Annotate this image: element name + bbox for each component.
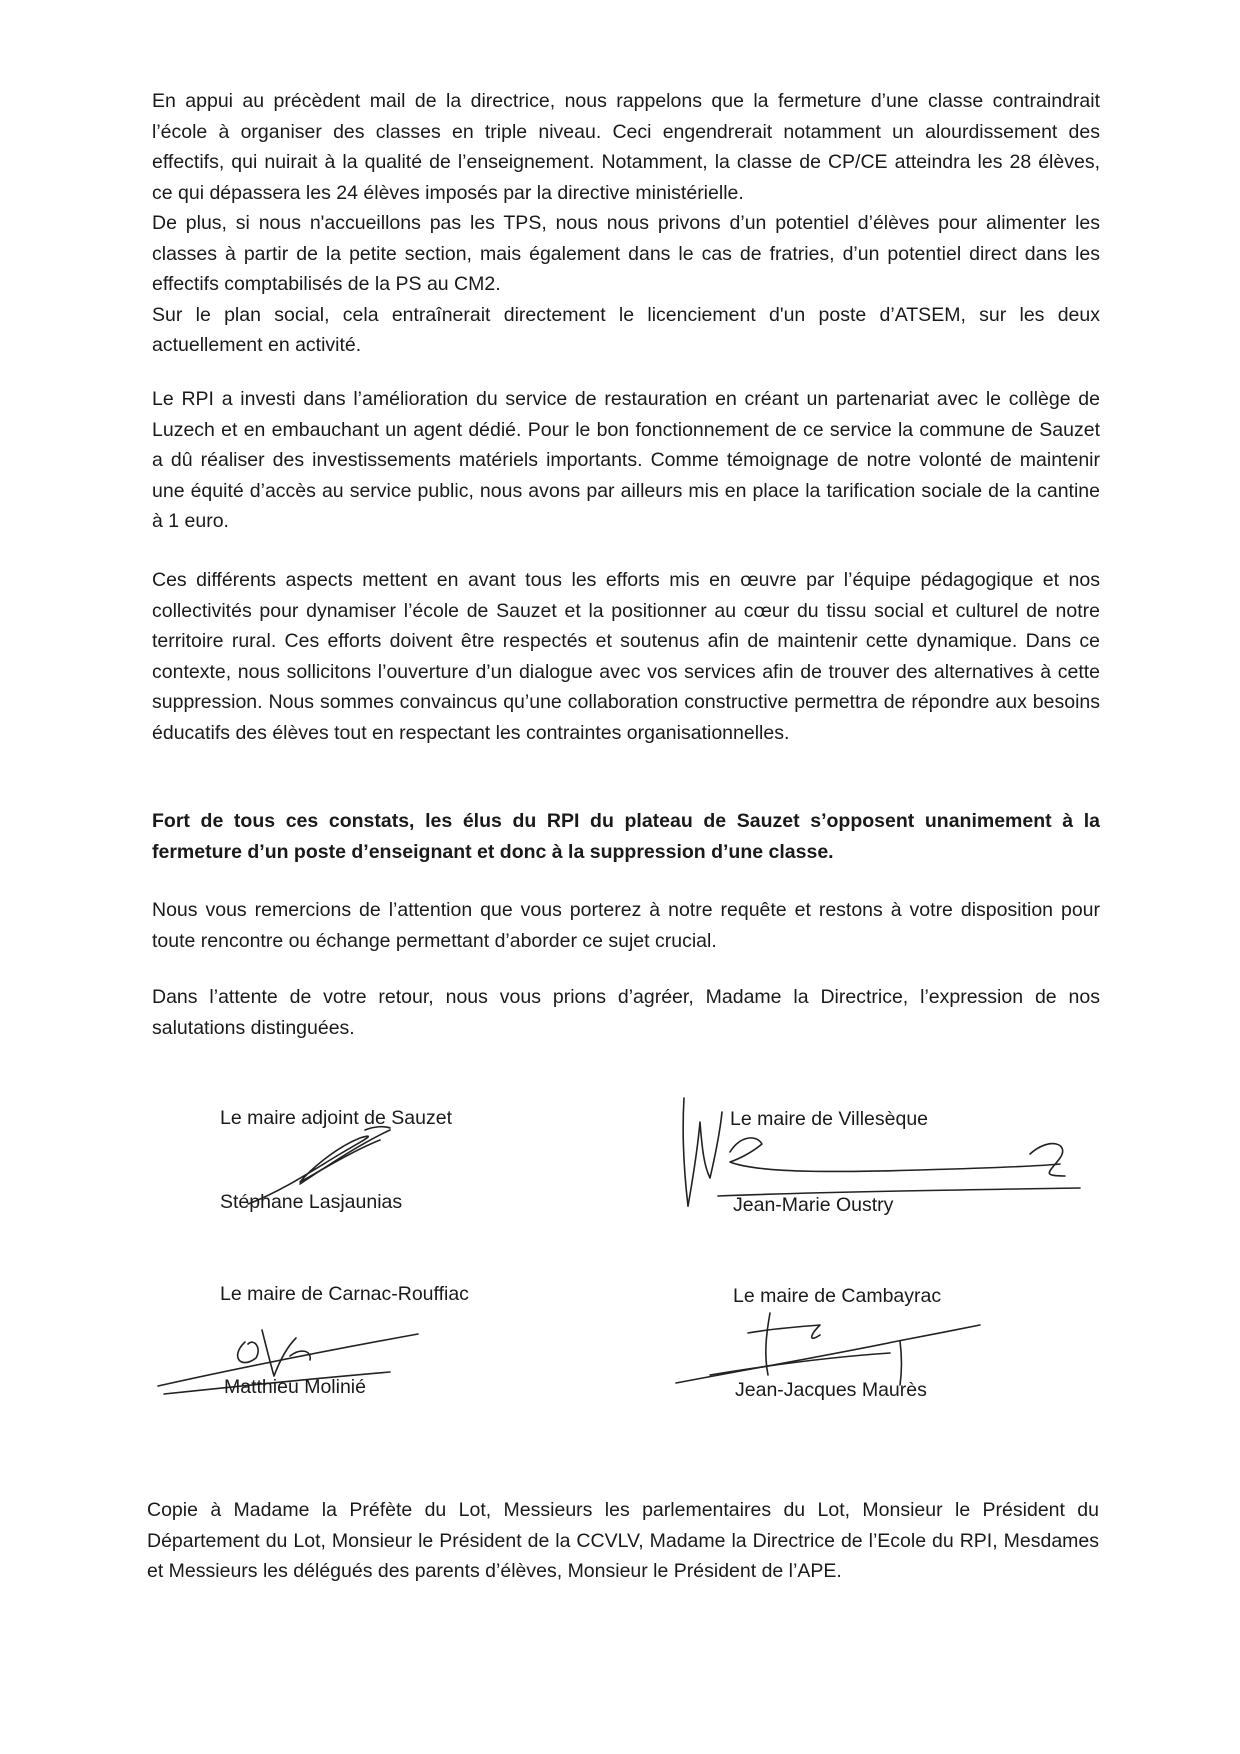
paragraph-7: Nous vous remercions de l’attention que vous porterez à notre requête et restons à votre disposition pour toute rencontre ou échange permettant d’aborder ce sujet crucial.	[152, 899, 1100, 952]
paragraph-5: Ces différents aspects mettent en avant tous les efforts mis en œuvre par l’équipe pédagogique et nos collectivités pour dynamiser l’école de Sauzet et la positionner au cœur du tissu social et culturel de notre territoire rural. Ces efforts doivent être respectés et soutenus afin de maintenir cette dynamique. Dans ce contexte, nous sollicitons l’ouverture d’un dialogue avec vos services afin de trouver des alternatives à cette suppression. Nous sommes convaincus qu’une collaboration constructive permettra de répondre aux besoins éducatifs des élèves tout en respectant les contraintes organisationnelles.	[152, 569, 1100, 744]
paragraph-4: Le RPI a investi dans l’amélioration du service de restauration en créant un partenariat avec le collège de Luzech et en embauchant un agent dédié. Pour le bon fonctionnement de ce service la commune de Sauzet a dû réaliser des investissements matériels importants. Comme témoignage de notre volonté de maintenir une équité d’accès au service public, nous avons par ailleurs mis en place la tarification sociale de la cantine à 1 euro.	[152, 388, 1100, 532]
paragraph-1: En appui au précèdent mail de la directrice, nous rappelons que la fermeture d’une classe contraindrait l’école à organiser des classes en triple niveau. Ceci engendrerait notamment un alourdissement des effectifs, qui nuirait à la qualité de l’enseignement. Notamment, la classe de CP/CE atteindra les 28 élèves, ce qui dépassera les 24 élèves imposés par la directive ministérielle.	[152, 90, 1100, 204]
signature-name-villeseque: Jean-Marie Oustry	[733, 1194, 894, 1216]
paragraph-6-opposition: Fort de tous ces constats, les élus du RPI du plateau de Sauzet s’opposent unanimement à la fermeture d’un poste d’enseignant et donc à la suppression d’une classe.	[152, 810, 1100, 863]
paragraph-8-block	[152, 982, 1100, 1043]
signature-name-carnac-rouffiac: Matthieu Molinié	[224, 1376, 366, 1398]
copy-note: Copie à Madame la Préfète du Lot, Messieurs les parlementaires du Lot, Monsieur le Président du Département du Lot, Monsieur le Président de la CCVLV, Madame la Directrice de l’Ecole du RPI, Mesdames et Messieurs les délégués des parents d’élèves, Monsieur le Président de l’APE.	[147, 1499, 1099, 1582]
signature-title-sauzet: Le maire adjoint de Sauzet	[220, 1107, 452, 1129]
signature-title-cambayrac: Le maire de Cambayrac	[733, 1285, 942, 1307]
signature-title-carnac-rouffiac: Le maire de Carnac-Rouffiac	[220, 1283, 469, 1305]
paragraph-3: Sur le plan social, cela entraînerait directement le licenciement d'un poste d’ATSEM, sur les deux actuellement en activité.	[152, 303, 1100, 356]
closing-formula: Dans l’attente de votre retour, nous vous prions d’agréer, Madame la Directrice, l’expression de nos salutations distinguées.	[152, 986, 1100, 1039]
signature-name-sauzet: Stéphane Lasjaunias	[220, 1191, 403, 1213]
signature-name-cambayrac: Jean-Jacques Maurès	[735, 1379, 927, 1401]
paragraph-4-block	[152, 384, 1100, 537]
paragraph-group-1	[152, 86, 1100, 361]
paragraph-5-block	[152, 565, 1100, 748]
signature-title-villeseque: Le maire de Villesèque	[730, 1108, 929, 1130]
copy-note-block	[147, 1495, 1099, 1587]
paragraph-6-block	[152, 806, 1100, 867]
paragraph-2: De plus, si nous n'accueillons pas les TPS, nous nous privons d’un potentiel d’élèves pour alimenter les classes à partir de la petite section, mais également dans le cas de fratries, d’un potentiel direct dans les effectifs comptabilisés de la PS au CM2.	[152, 212, 1100, 295]
paragraph-7-block	[152, 895, 1100, 956]
